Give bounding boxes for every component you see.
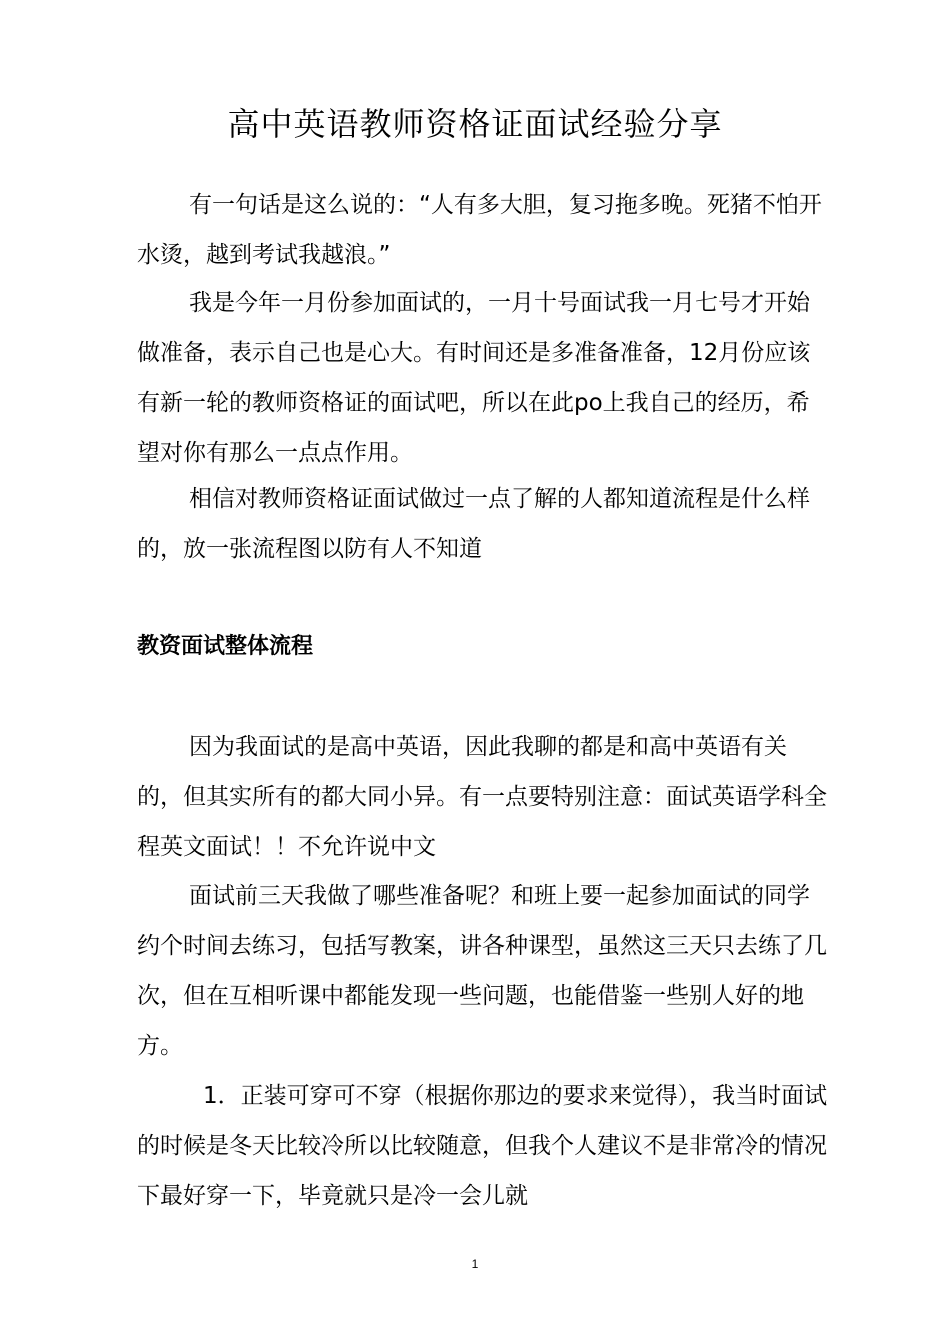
paragraph-5: 面试前三天我做了哪些准备呢？和班上要一起参加面试的同学约个时间去练习，包括写教案，讲各种课型，虽然这三天只去练了几次，但在互相听课中都能发现一些问题，也能借鉴一些别人好的地方。 — [137, 883, 827, 1059]
page-number: 1 — [471, 1257, 479, 1271]
section-heading: 教资面试整体流程 — [137, 634, 314, 659]
numbered-item-1: 1．正装可穿可不穿（根据你那边的要求来觉得），我当时面试的时候是冬天比较冷所以比较随意，但我个人建议不是非常冷的情况下最好穿一下，毕竟就只是冷一会儿就 — [137, 1083, 828, 1209]
paragraph-2: 我是今年一月份参加面试的，一月十号面试我一月七号才开始做准备，表示自己也是心大。有时间还是多准备准备，12月份应该有新一轮的教师资格证的面试吧，所以在此po上我自己的经历，希望对你有那么一点点作用。 — [137, 290, 811, 466]
document-title: 高中英语教师资格证面试经验分享 — [227, 105, 723, 143]
paragraph-4: 因为我面试的是高中英语，因此我聊的都是和高中英语有关的，但其实所有的都大同小异。有一点要特别注意：面试英语学科全程英文面试！！不允许说中文 — [137, 734, 827, 860]
paragraph-3: 相信对教师资格证面试做过一点了解的人都知道流程是什么样的，放一张流程图以防有人不知道 — [137, 486, 810, 562]
paragraph-1: 有一句话是这么说的：“人有多大胆，复习拖多晚。死猪不怕开水烫，越到考试我越浪。” — [137, 192, 822, 268]
